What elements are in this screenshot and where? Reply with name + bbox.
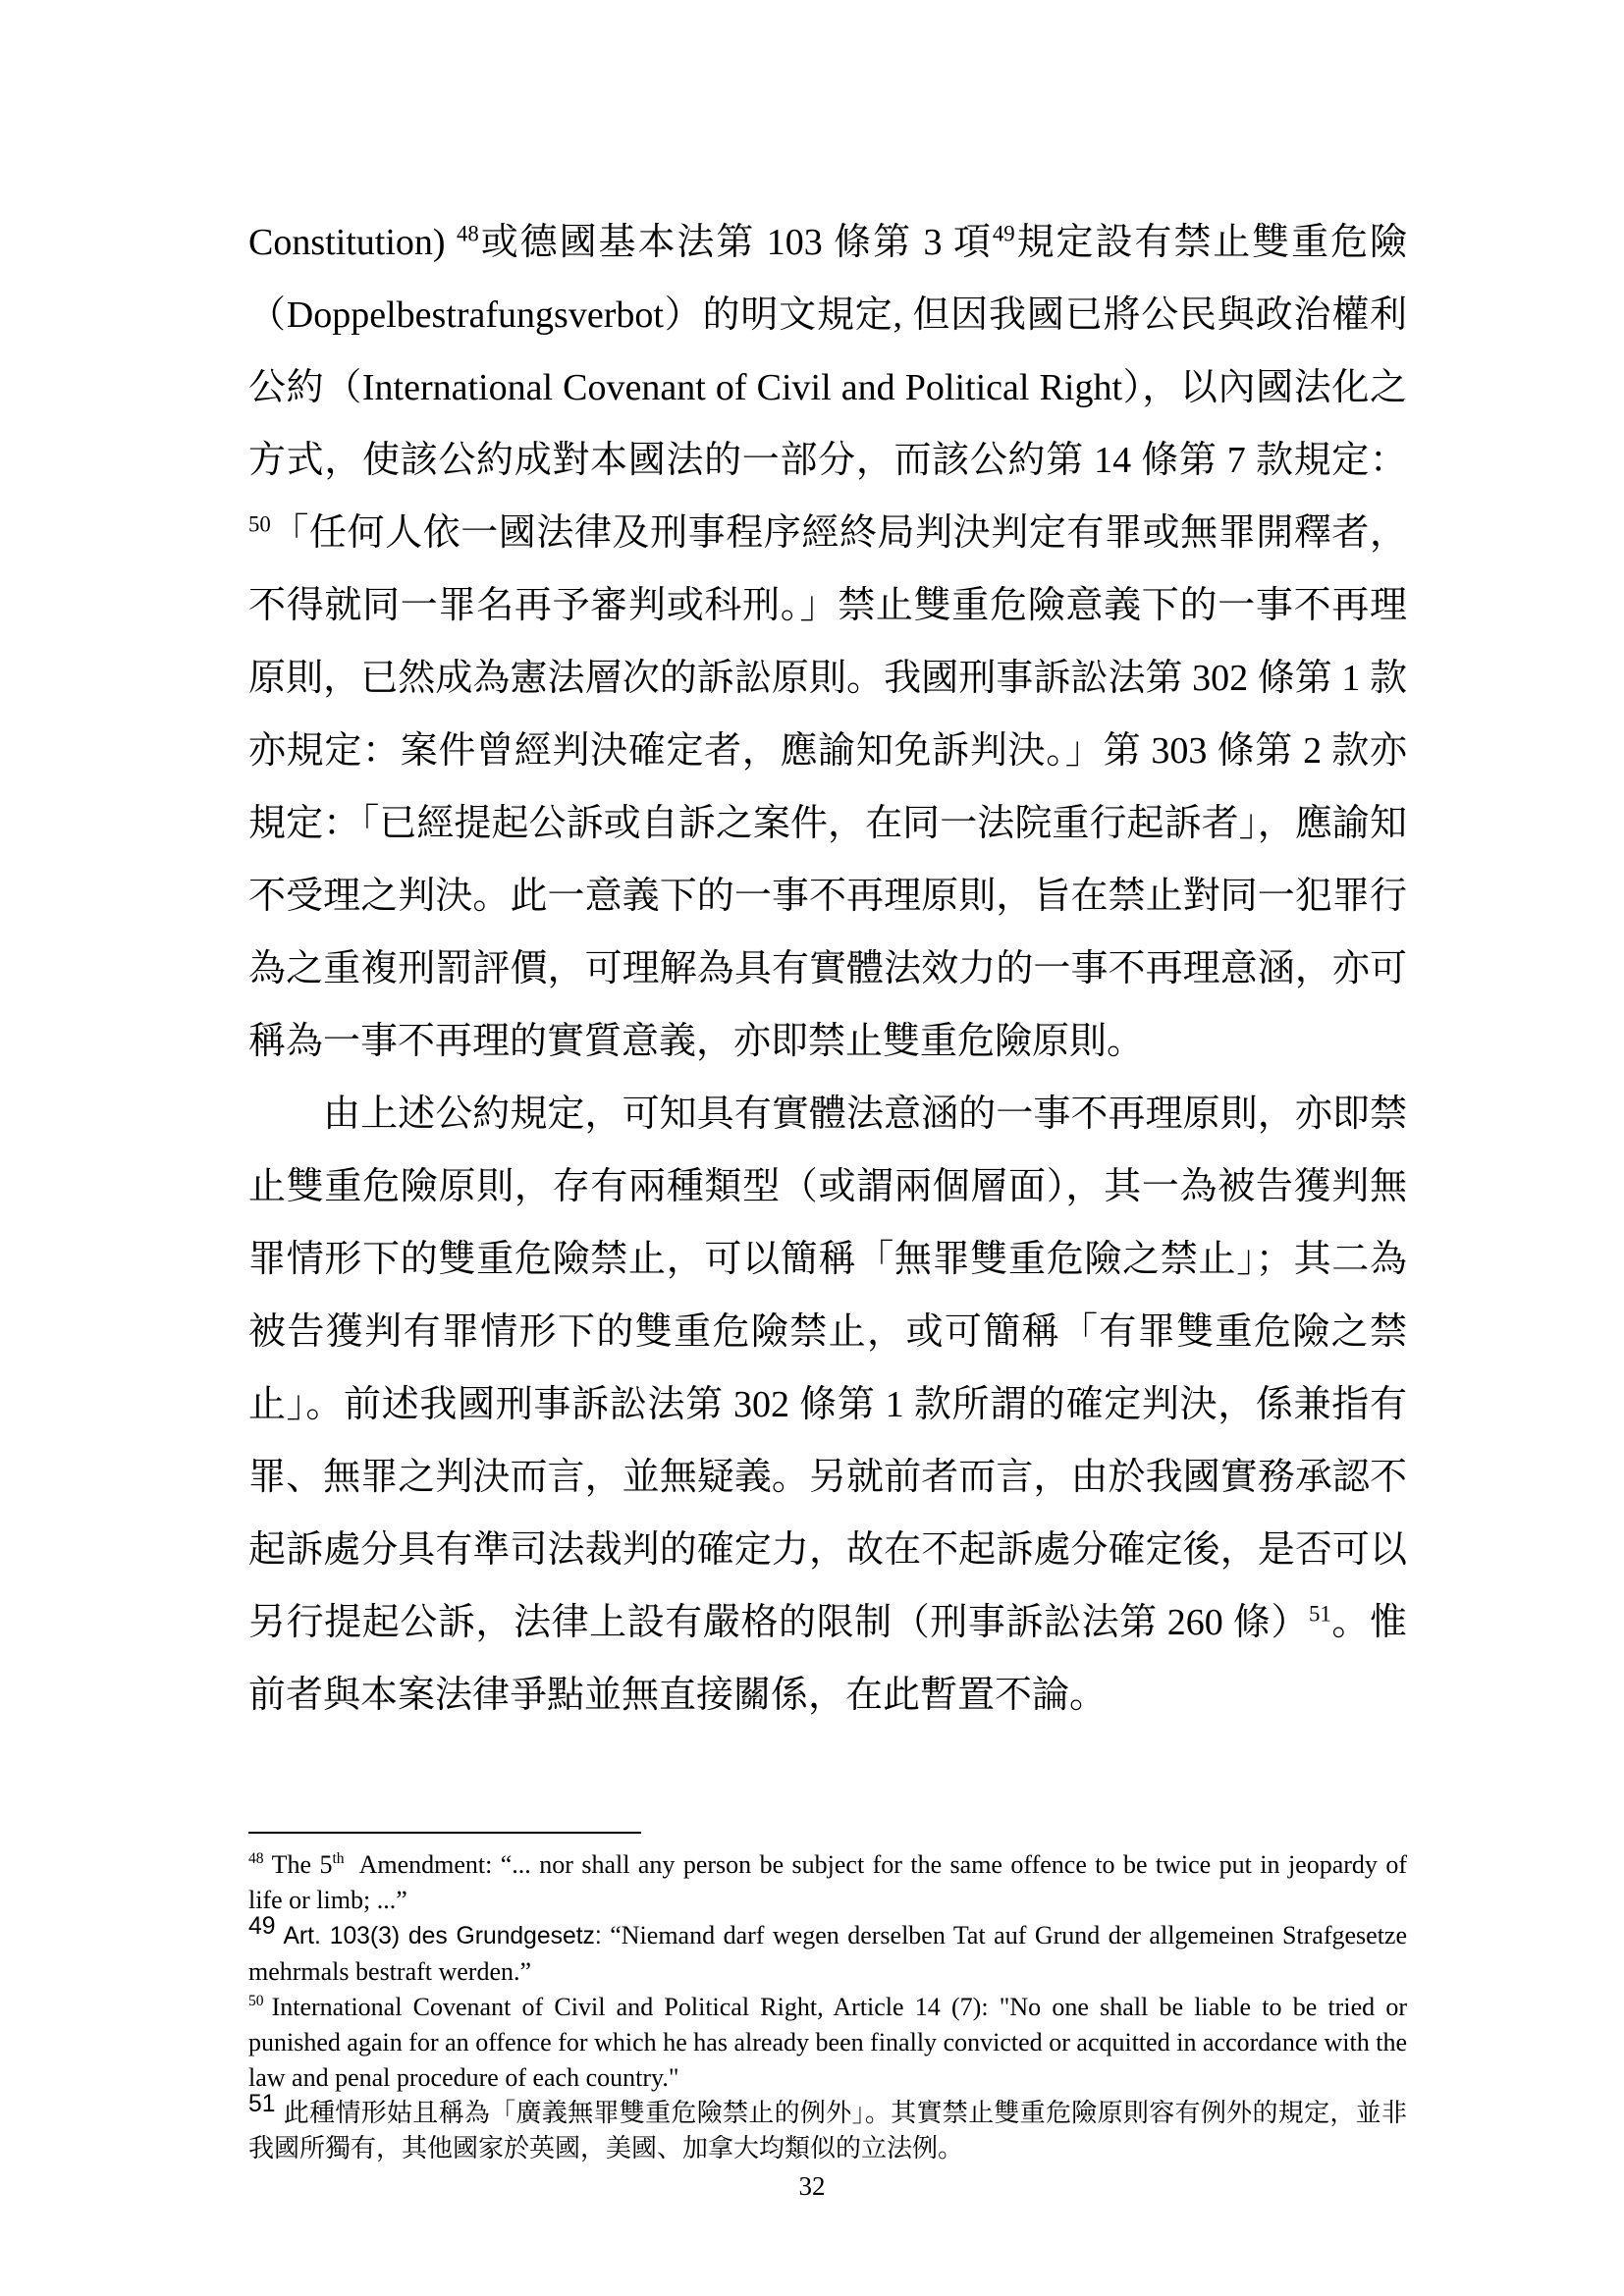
paragraph: [248, 1078, 1407, 1732]
footnote-marker: 49: [248, 1913, 276, 1941]
footnote-ref: 49: [992, 221, 1015, 246]
text-run: “Niemand darf wegen derselben Tat auf Grund der allgemeinen Strafgesetze mehrmals bestraft werden.”: [248, 1921, 1408, 1986]
footnote-item: [248, 2091, 1407, 2166]
text-run: 或德國基本法第 103 條第 3 項: [478, 222, 993, 263]
footnote-separator: [248, 1832, 641, 1834]
text-run: Art. 103(3) des Grundgesetz:: [283, 1923, 602, 1949]
footnote-marker: 48: [248, 1850, 264, 1868]
footnote-item: [248, 1990, 1407, 2096]
body-text: [248, 206, 1407, 1732]
text-run: 由上述公約規定，可知具有實體法意涵的一事不再理原則，亦即禁止雙重危險原則，存有兩種類型（或謂兩個層面），其一為被告獲判無罪情形下的雙重危險禁止，可以簡稱「無罪雙重危險之禁止」；其二為被告獲判有罪情形下的雙重危險禁止，或可簡稱「有罪雙重危險之禁止」。前述我國刑事訴訟法第 302 條第 1 款所謂的確定判決，係兼指有罪、無罪之判決而言，並無疑義。另就前者而言，由於我國實務承認不起訴處分具有準司法裁判的確定力，故在不起訴處分確定後，是否可以另行提起公訴，法律上設有嚴格的限制（刑事訴訟法第 260 條）: [248, 1094, 1407, 1643]
text-run: 「任何人依一國法律及刑事程序經終局判決判定有罪或無罪開釋者，不得就同一罪名再予審判或科刑。」禁止雙重危險意義下的一事不再理原則，已然成為憲法層次的訴訟原則。我國刑事訴訟法第 302 條第 1 款亦規定：案件曾經判決確定者，應諭知免訴判決。」第 303 條第 2 款亦規定：「已經提起公訴或自訴之案件，在同一法院重行起訴者」，應諭知不受理之判決。此一意義下的一事不再理原則，旨在禁止對同一犯罪行為之重複刑罰評價，可理解為具有實體法效力的一事不再理意涵，亦可稱為一事不再理的實質意義，亦即禁止雙重危險原則。: [248, 512, 1407, 1062]
footnote-marker: 50: [248, 1993, 264, 2010]
footnote-item: [248, 1913, 1408, 1990]
footnotes: [248, 1847, 1407, 2166]
text-run: 規定設有禁止雙重危險（Doppelbestrafungsverbot）的明文規定, 但因我國已將公民與政治權利公約（International Covenant of Civil and Political Right），以內國法化之方式，使該公約成對本國法的一部分，而該公約第 14 條第 7 款規定：: [248, 222, 1407, 481]
footnote-ref: 51: [1309, 1601, 1331, 1627]
footnote-item: [248, 1847, 1407, 1918]
paragraph: [248, 206, 1407, 1078]
page-number: 32: [798, 2171, 826, 2201]
footnote-ref: 48: [457, 221, 479, 246]
text-run: 此種情形姑且稱為「廣義無罪雙重危險禁止的例外」。其實禁止雙重危險原則容有例外的規定，並非我國所獨有，其他國家於英國，美國、加拿大均類似的立法例。: [248, 2099, 1407, 2163]
text-run: International Covenant of Civil and Political Right, Article 14 (7): "No one shall be liable to be tried or punished again for an offence for which he has already been finally convicted or acquitted in accordance with the law and penal procedure of each country.": [248, 1993, 1407, 2092]
text-run: 。惟前者與本案法律爭點並無直接關係，在此暫置不論。: [248, 1602, 1407, 1716]
footnote-marker: 51: [248, 2091, 276, 2118]
text-run: Amendment: “... nor shall any person be subject for the same offence to be twice put in jeopardy of life or limb; ...”: [248, 1850, 1408, 1914]
text-run: Constitution): [248, 222, 458, 263]
text-run: The 5: [271, 1850, 333, 1879]
footnote-ref: 50: [248, 511, 271, 537]
footnote-ref: th: [332, 1850, 345, 1868]
